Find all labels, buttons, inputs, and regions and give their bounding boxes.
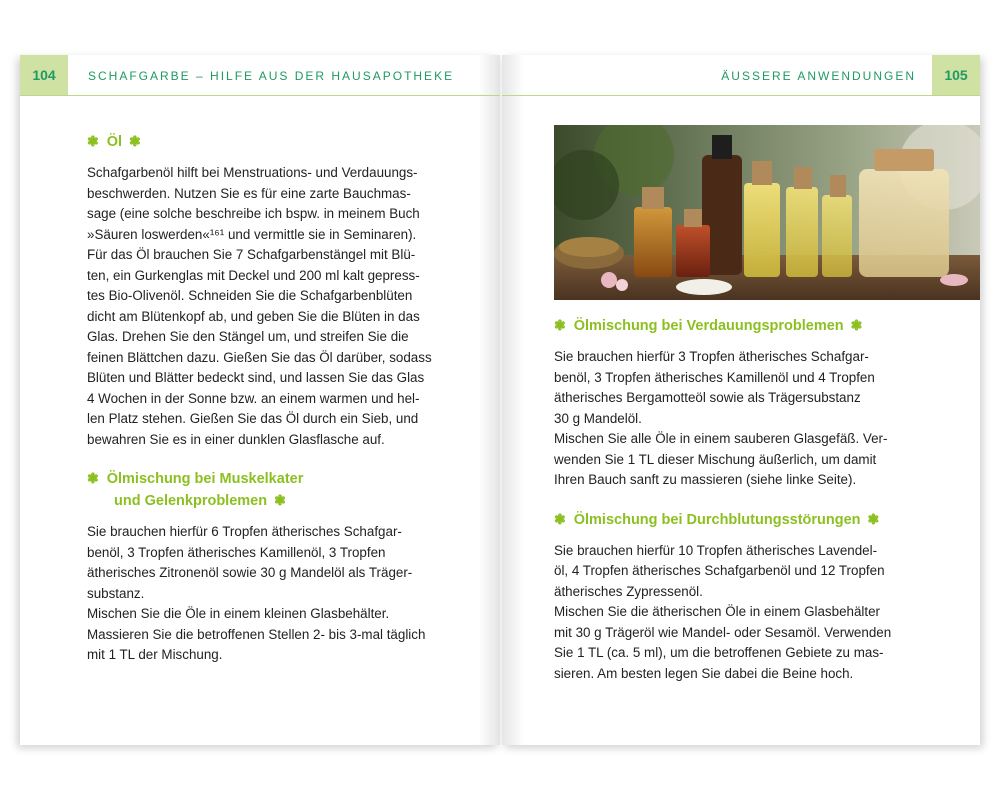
right-page — [502, 55, 980, 745]
running-head: SCHAFGARBE – HILFE AUS DER HAUSAPOTHEKE — [88, 69, 455, 83]
section-heading-muskelkater: ❃ Ölmischung bei Muskelkater und Gelenkproblemen ❃ — [87, 470, 304, 509]
flower-ornament-icon: ❃ — [554, 317, 566, 333]
essential-oils-photo — [554, 125, 980, 300]
flower-ornament-icon: ❃ — [867, 510, 880, 527]
page-number: 105 — [932, 55, 980, 95]
page-number: 104 — [20, 55, 68, 95]
section-heading-durchblutung: ❃ Ölmischung bei Durchblutungsstörungen ❃ — [554, 510, 880, 528]
left-page — [20, 55, 500, 745]
paragraph-verdauung: Sie brauchen hierfür 3 Tropfen ätherisches Schafgar- benöl, 3 Tropfen ätherisches Kamillenöl und 4 Tropfen ätherisches Bergamotteöl sowie als Trägersubstanz 30 g Mandelöl. Mischen Sie alle Öle in einem sauberen Glasgefäß. Ver- wenden Sie 1 TL dieser Mischung äußerlich, um damit Ihren Bauch sanft zu massieren (siehe linke Seite). — [554, 349, 888, 487]
page-gutter-shadow — [502, 55, 524, 745]
right-content — [554, 315, 934, 684]
paragraph-muskelkater: Sie brauchen hierfür 6 Tropfen ätherisches Schafgar- benöl, 3 Tropfen ätherisches Kamillenöl, 3 Tropfen ätherisches Zitronenöl sowie 30 g Mandelöl als Träger- substanz. Mischen Sie die Öle in einem kleinen Glasbehälter. Massieren Sie die betroffenen Stellen 2- bis 3-mal täglich mit 1 TL der Mischung. — [87, 524, 426, 662]
flower-ornament-icon: ❃ — [87, 133, 99, 149]
flower-ornament-icon: ❃ — [87, 470, 99, 486]
essential-oils-photo-graphic — [554, 125, 980, 300]
flower-ornament-icon: ❃ — [129, 133, 141, 149]
page-header — [502, 55, 980, 96]
running-head: ÄUSSERE ANWENDUNGEN — [721, 69, 916, 83]
page-gutter-shadow — [478, 55, 500, 745]
paragraph-durchblutung: Sie brauchen hierfür 10 Tropfen ätherisches Lavendel- öl, 4 Tropfen ätherisches Schafgarbenöl und 12 Tropfen ätherisches Zypressenöl. Mischen Sie die ätherischen Öle in einem Glasbehälter mit 30 g Trägeröl wie Mandel- oder Sesamöl. Verwenden Sie 1 TL (ca. 5 ml), um die betroffenen Gebiete zu mas- sieren. Am besten legen Sie dabei die Beine hoch. — [554, 542, 892, 681]
section-heading-verdauung: ❃ Ölmischung bei Verdauungsproblemen ❃ — [554, 317, 863, 334]
flower-ornament-icon: ❃ — [274, 492, 286, 508]
section-heading-oel: ❃ Öl ❃ — [87, 133, 141, 150]
flower-ornament-icon: ❃ — [554, 510, 566, 527]
paragraph-oel: Schafgarbenöl hilft bei Menstruations- und Verdauungs- beschwerden. Nutzen Sie es für eine zarte Bauchmas- sage (eine solche beschreibe ich bspw. in meinem Buch »Säuren loswerden«¹⁶¹ und vermittle sie in Seminaren). Für das Öl brauchen Sie 7 Schafgarbenstängel mit Blü- ten, ein Gurkenglas mit Deckel und 200 ml kalt gepress- tes Bio-Olivenöl. Schneiden Sie die Schafgarbenblüten dicht am Blütenkopf ab, und geben Sie die Blüten in das Glas. Drehen Sie den Stängel um, und streifen Sie die feinen Blättchen dazu. Gießen Sie das Öl darüber, sodass Blüten und Blätter bedeckt sind, und lassen Sie das Glas 4 Wochen in der Sonne bzw. an einem warmen und hel- len Platz stehen. Gießen Sie das Öl durch ein Sieb, und bewahren Sie es in einer dunklen Glasflasche auf. — [87, 165, 432, 447]
page-header — [20, 55, 500, 96]
flower-ornament-icon: ❃ — [850, 317, 863, 333]
left-content — [87, 131, 467, 666]
